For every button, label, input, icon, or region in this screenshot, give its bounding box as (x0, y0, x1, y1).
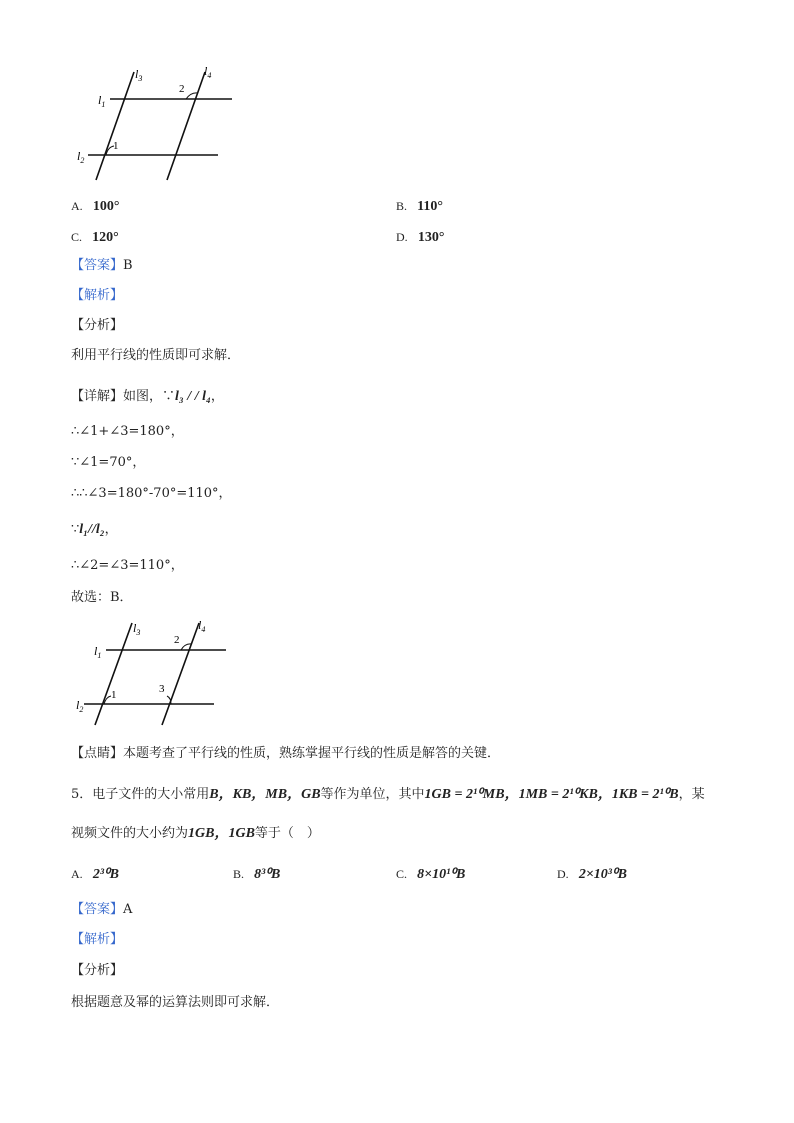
figure-parallel-lines-1 (70, 60, 250, 190)
q5-stem-line2: 视频文件的大小约为1GB，1GB等于（ ） (71, 826, 320, 841)
q4-choose: 故选：B． (71, 590, 133, 605)
svg-text:l2: $l_2$ (76, 698, 84, 714)
option-a: A. 100° (71, 199, 120, 214)
q4-fenxi-text: 利用平行线的性质即可求解． (71, 348, 241, 363)
svg-text:2: 2 (174, 634, 180, 646)
q4-answer: 【答案】B (71, 258, 133, 273)
svg-text:2: 2 (179, 83, 185, 95)
svg-text:1: 1 (111, 689, 117, 701)
option-d: D. 130° (396, 230, 445, 245)
figure-parallel-lines-2 (70, 615, 240, 730)
option-c: C. 120° (71, 230, 119, 245)
svg-text:3: 3 (159, 683, 165, 695)
q5-fenxi-tag: 【分析】 (71, 963, 124, 978)
q4-step2: ∵∠1=70°， (71, 455, 146, 470)
svg-text:l3: $l_3$ (133, 621, 141, 637)
q5-analysis-tag: 【解析】 (71, 932, 124, 947)
q5-stem-line1: 5．电子文件的大小常用B，KB，MB，GB等作为单位，其中1GB = 2¹⁰MB，1MB = 2¹⁰KB，1KB = 2¹⁰B，某 (71, 787, 705, 802)
q4-analysis-tag: 【解析】 (71, 288, 124, 303)
q5-option-c: C. 8×10¹⁰B (396, 867, 466, 882)
q4-step3: ∴∴∠3=180°-70°=110°， (71, 486, 232, 501)
svg-text:1: 1 (113, 140, 119, 152)
svg-text:l1: $l_1$ (98, 93, 106, 109)
q5-option-a: A. 2³⁰B (71, 867, 119, 882)
q5-option-b: B. 8³⁰B (233, 867, 281, 882)
q4-step4: ∵l₁//l₂， (71, 522, 118, 537)
q5-fenxi-text: 根据题意及幂的运算法则即可求解． (71, 995, 280, 1010)
svg-text:l1: $l_1$ (94, 644, 102, 660)
svg-text:l3: $l_3$ (135, 67, 143, 83)
q5-option-d: D. 2×10³⁰B (557, 867, 627, 882)
q4-dianqing: 【点睛】本题考查了平行线的性质，熟练掌握平行线的性质是解答的关键． (71, 746, 501, 761)
q5-answer: 【答案】A (71, 902, 133, 917)
svg-text:l2: $l_2$ (77, 149, 85, 165)
q4-detail: 【详解】如图，∵l₃ / / l₄， (71, 389, 224, 404)
q4-step5: ∴∠2=∠3=110°， (71, 558, 184, 573)
q4-fenxi-tag: 【分析】 (71, 318, 124, 333)
q4-step1: ∴∠1+∠3=180°， (71, 424, 184, 439)
svg-text:l4: $l_4$ (204, 64, 212, 80)
svg-text:l4: $l_4$ (198, 618, 206, 634)
option-b: B. 110° (396, 199, 443, 214)
